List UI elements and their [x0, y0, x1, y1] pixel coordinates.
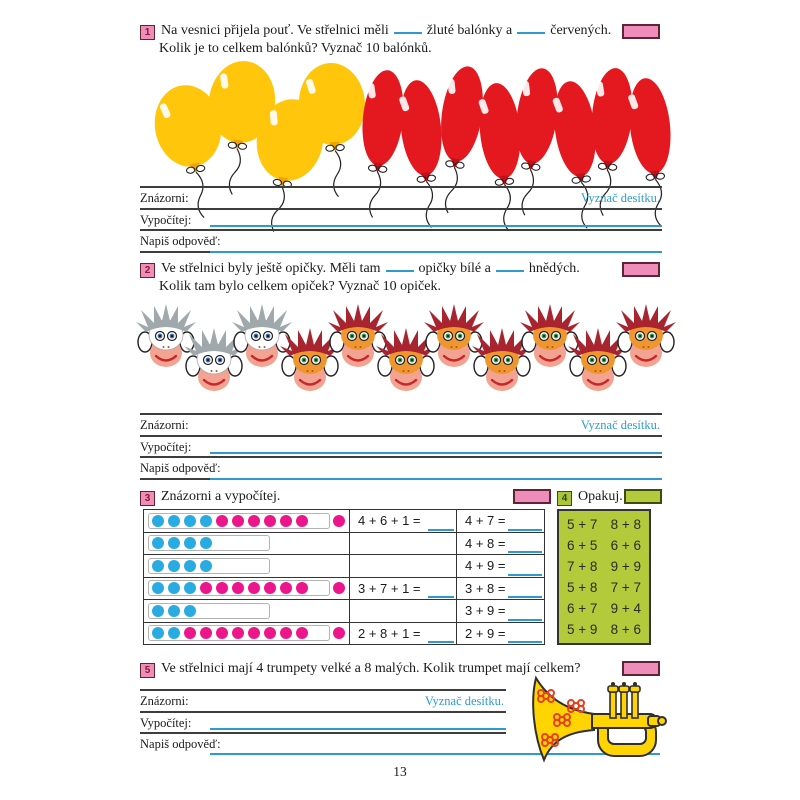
- writing-line[interactable]: [210, 728, 506, 730]
- znazorni-label: Znázorni:: [140, 418, 189, 432]
- monkeys-illustration: [140, 292, 664, 412]
- task4-title: Opakuj.: [578, 489, 623, 504]
- equation-cell: [349, 533, 456, 555]
- ten-frame-box: [148, 535, 270, 551]
- counter-dot-blue: [152, 537, 164, 549]
- counter-dot-pink: [296, 627, 308, 639]
- equation-cell: [456, 555, 544, 577]
- equation-text: 4 + 6 + 1 =: [358, 513, 421, 529]
- answer-line[interactable]: [508, 596, 542, 598]
- counter-dot-blue: [152, 605, 164, 617]
- equation-text: 3 + 9 =: [465, 603, 506, 619]
- counter-dot-blue: [168, 537, 180, 549]
- napis-row: [140, 734, 506, 754]
- opakuj-row: [559, 538, 649, 553]
- counter-dot-blue: [184, 537, 196, 549]
- napis-row: [140, 231, 662, 253]
- opakuj-equation: 5 + 8: [567, 580, 598, 595]
- ten-frame-box: [148, 603, 270, 619]
- counter-dot-blue: [152, 627, 164, 639]
- ten-frame-box: [148, 580, 330, 596]
- counter-dot-pink: [264, 582, 276, 594]
- task2-text-mid: opičky bílé a: [418, 261, 491, 276]
- counter-dot-pink: [333, 627, 345, 639]
- opakuj-row: [559, 559, 649, 574]
- writing-line[interactable]: [210, 478, 662, 480]
- dots-cell: [144, 578, 349, 600]
- equation-text: 2 + 8 + 1 =: [358, 625, 421, 641]
- vypocitej-row: [140, 210, 662, 232]
- equation-cell: [349, 578, 456, 600]
- dots-table-row: [144, 599, 544, 622]
- counter-dot-pink: [216, 582, 228, 594]
- znazorni-row: [140, 188, 662, 210]
- task3-heading: [140, 488, 520, 506]
- counter-dot-blue: [184, 582, 196, 594]
- ten-frame-box: [148, 513, 330, 529]
- balloon-yellow: [296, 61, 371, 199]
- task1-text-mid: žluté balónky a: [426, 23, 513, 38]
- equation-cell: [349, 623, 456, 645]
- answer-line[interactable]: [428, 596, 454, 598]
- counter-dot-blue: [184, 515, 196, 527]
- task1-text-end: červených.: [550, 23, 612, 38]
- dots-cell: [144, 510, 349, 532]
- vyznac-hint: Vyznač desítku.: [580, 418, 660, 432]
- counter-dot-blue: [168, 605, 180, 617]
- counter-dot-pink: [280, 582, 292, 594]
- vypocitej-row: [140, 713, 506, 735]
- task3-color-marker: [513, 489, 551, 504]
- trumpet-drawing: [533, 678, 666, 760]
- opakuj-equation: 9 + 4: [610, 601, 641, 616]
- counter-dot-pink: [232, 515, 244, 527]
- task2-text-pre: Ve střelnici byly ještě opičky. Měli tam: [161, 261, 381, 276]
- counter-dot-pink: [200, 627, 212, 639]
- task3-number-badge: 3: [140, 491, 155, 506]
- opakuj-row: [559, 517, 649, 532]
- equation-cell: [456, 623, 544, 645]
- equation-text: 4 + 7 =: [465, 513, 506, 529]
- counter-dot-pink: [248, 582, 260, 594]
- task2-answer-block: [140, 413, 662, 480]
- opakuj-equation: 6 + 6: [610, 538, 641, 553]
- task3-title: Znázorni a vypočítej.: [161, 489, 281, 504]
- answer-line[interactable]: [508, 574, 542, 576]
- dots-cell: [144, 600, 349, 622]
- counter-dot-pink: [232, 627, 244, 639]
- dots-table-row: [144, 577, 544, 600]
- dots-cell: [144, 533, 349, 555]
- counter-dot-pink: [264, 515, 276, 527]
- counter-dot-pink: [264, 627, 276, 639]
- counter-dot-pink: [296, 582, 308, 594]
- opakuj-row: [559, 622, 649, 637]
- equation-cell: [456, 578, 544, 600]
- counter-dot-pink: [184, 627, 196, 639]
- opakuj-equation: 8 + 8: [610, 517, 641, 532]
- znazorni-label: Znázorni:: [140, 191, 189, 205]
- vyznac-hint: Vyznač desítku.: [424, 694, 504, 708]
- task1-number-badge: 1: [140, 25, 155, 40]
- task5-number-badge: 5: [140, 663, 155, 678]
- task4-number-badge: 4: [557, 491, 572, 506]
- dots-table-row: [144, 532, 544, 555]
- counter-dot-blue: [200, 515, 212, 527]
- counter-dot-pink: [333, 582, 345, 594]
- task1-answer-block: [140, 186, 662, 253]
- task2-question: Kolik tam bylo celkem opiček? Vyznač 10 opiček.: [159, 279, 441, 294]
- task1-blank-1[interactable]: [394, 22, 422, 34]
- counter-dot-blue: [168, 627, 180, 639]
- counter-dot-pink: [296, 515, 308, 527]
- counter-dot-blue: [152, 560, 164, 572]
- dots-table-row: [144, 622, 544, 645]
- dots-table: [143, 509, 545, 645]
- dots-cell: [144, 623, 349, 645]
- napis-row: [140, 458, 662, 480]
- counter-dot-pink: [248, 515, 260, 527]
- equation-cell: [456, 533, 544, 555]
- vypocitej-label: Vypočítej:: [140, 212, 192, 227]
- vypocitej-row: [140, 437, 662, 459]
- counter-dot-pink: [280, 627, 292, 639]
- counter-dot-blue: [168, 515, 180, 527]
- counter-dot-blue: [200, 537, 212, 549]
- monkey-brown: [328, 304, 388, 367]
- task2-blank-1[interactable]: [386, 260, 414, 272]
- counter-dot-pink: [333, 515, 345, 527]
- equation-cell: [456, 510, 544, 532]
- task4-color-marker: [624, 489, 662, 504]
- task1-question: Kolik je to celkem balónků? Vyznač 10 balónků.: [159, 41, 432, 56]
- opakuj-equation: 7 + 7: [610, 580, 641, 595]
- answer-line[interactable]: [508, 641, 542, 643]
- monkey-white: [136, 304, 196, 367]
- vypocitej-label: Vypočítej:: [140, 439, 192, 454]
- ten-frame-box: [148, 625, 330, 641]
- opakuj-equation: 5 + 7: [567, 517, 598, 532]
- writing-line[interactable]: [210, 452, 662, 454]
- task2-color-marker: [622, 262, 660, 277]
- counter-dot-blue: [184, 560, 196, 572]
- equation-text: 4 + 8 =: [465, 535, 506, 551]
- task5-answer-block: [140, 689, 506, 754]
- counter-dot-blue: [152, 582, 164, 594]
- writing-line[interactable]: [210, 225, 662, 227]
- napis-label: Napiš odpověď:: [140, 234, 221, 248]
- opakuj-row: [559, 601, 649, 616]
- counter-dot-pink: [216, 515, 228, 527]
- vyznac-hint: Vyznač desítku.: [580, 191, 660, 205]
- znazorni-label: Znázorni:: [140, 694, 189, 708]
- answer-line[interactable]: [508, 551, 542, 553]
- monkey-brown: [520, 304, 580, 367]
- opakuj-equation: 6 + 5: [567, 538, 598, 553]
- equation-text: 3 + 7 + 1 =: [358, 580, 421, 596]
- napis-label: Napiš odpověď:: [140, 461, 221, 475]
- counter-dot-blue: [168, 582, 180, 594]
- dots-table-row: [144, 554, 544, 577]
- opakuj-box: [557, 509, 651, 645]
- answer-line[interactable]: [508, 619, 542, 621]
- dots-table-row: [144, 510, 544, 532]
- equation-text: 2 + 9 =: [465, 625, 506, 641]
- counter-dot-pink: [248, 627, 260, 639]
- counter-dot-pink: [216, 627, 228, 639]
- task1-text-pre: Na vesnici přijela pouť. Ve střelnici měli: [161, 23, 389, 38]
- equation-cell: [456, 600, 544, 622]
- page-number: 13: [393, 764, 407, 779]
- opakuj-equation: 9 + 9: [610, 559, 641, 574]
- monkey-brown: [424, 304, 484, 367]
- opakuj-equation: 5 + 9: [567, 622, 598, 637]
- counter-dot-pink: [280, 515, 292, 527]
- task2-text-end: hnědých.: [528, 261, 580, 276]
- equation-cell: [349, 555, 456, 577]
- task2-blank-2[interactable]: [496, 260, 524, 272]
- task1-blank-2[interactable]: [517, 22, 545, 34]
- opakuj-equation: 8 + 6: [610, 622, 641, 637]
- ten-frame-box: [148, 558, 270, 574]
- monkey-white: [232, 304, 292, 367]
- monkey-brown: [616, 304, 676, 367]
- task1-color-marker: [622, 24, 660, 39]
- task2-number-badge: 2: [140, 263, 155, 278]
- task2-heading: [140, 260, 664, 295]
- task1-heading: [140, 22, 664, 57]
- opakuj-equation: 7 + 8: [567, 559, 598, 574]
- balloons-illustration: [140, 56, 664, 188]
- counter-dot-blue: [168, 560, 180, 572]
- equation-text: 4 + 9 =: [465, 558, 506, 574]
- answer-line[interactable]: [428, 529, 454, 531]
- opakuj-equation: 6 + 7: [567, 601, 598, 616]
- vypocitej-label: Vypočítej:: [140, 715, 192, 730]
- trumpet-illustration: [528, 676, 668, 762]
- opakuj-row: [559, 580, 649, 595]
- writing-line[interactable]: [210, 251, 662, 253]
- dots-cell: [144, 555, 349, 577]
- counter-dot-pink: [232, 582, 244, 594]
- napis-label: Napiš odpověď:: [140, 737, 221, 751]
- equation-cell: [349, 600, 456, 622]
- counter-dot-blue: [200, 560, 212, 572]
- equation-text: 3 + 8 =: [465, 580, 506, 596]
- equation-cell: [349, 510, 456, 532]
- znazorni-row: [140, 691, 506, 713]
- counter-dot-blue: [152, 515, 164, 527]
- answer-line[interactable]: [508, 529, 542, 531]
- task5-text: Ve střelnici mají 4 trumpety velké a 8 malých. Kolik trumpet mají celkem?: [161, 661, 581, 676]
- counter-dot-blue: [184, 605, 196, 617]
- counter-dot-pink: [200, 582, 212, 594]
- task5-color-marker: [622, 661, 660, 676]
- znazorni-row: [140, 415, 662, 437]
- answer-line[interactable]: [428, 641, 454, 643]
